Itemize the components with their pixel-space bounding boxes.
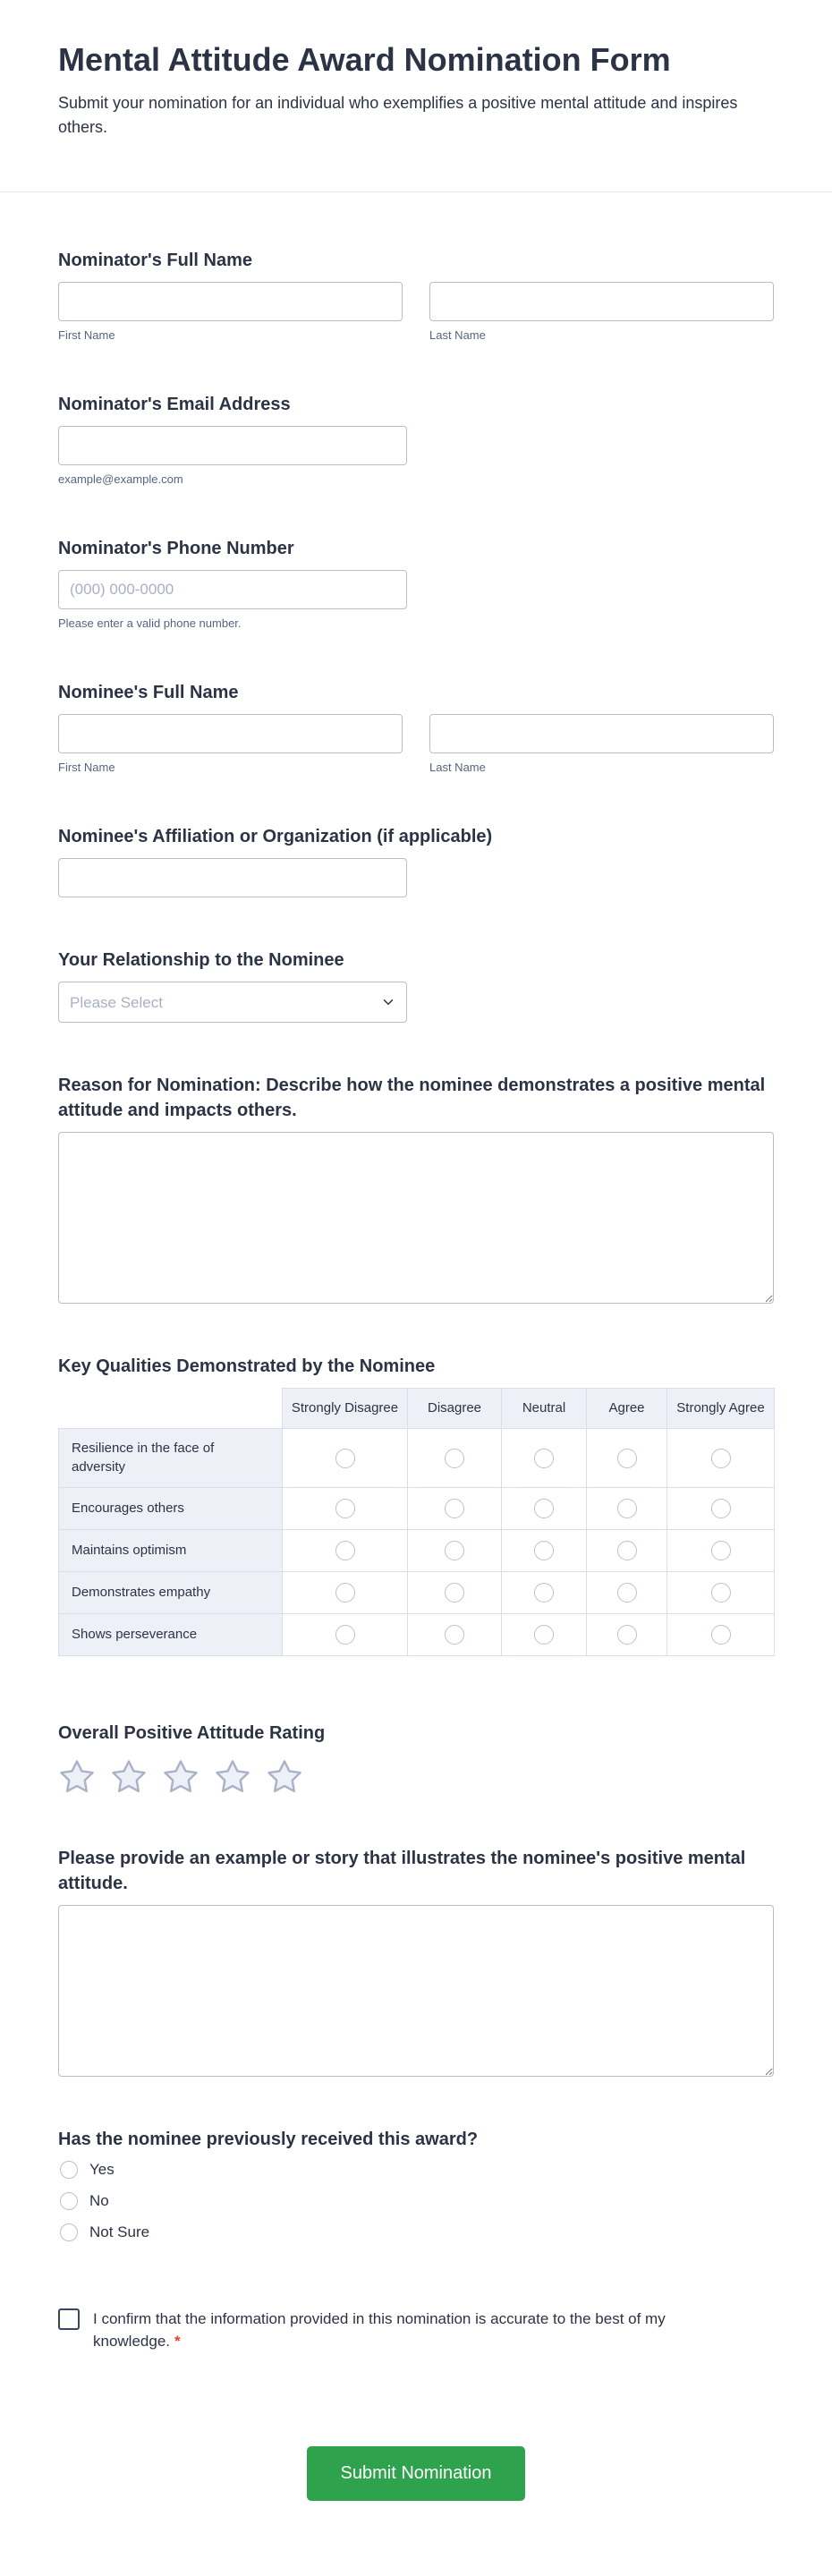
matrix-radio[interactable]: [335, 1583, 355, 1603]
page-title: Mental Attitude Award Nomination Form: [58, 41, 671, 78]
matrix-radio[interactable]: [534, 1449, 554, 1468]
submit-row: [58, 2446, 774, 2576]
matrix-column-header: Neutral: [502, 1389, 587, 1429]
matrix-row-label: Encourages others: [59, 1487, 283, 1529]
field-nominee-org: [58, 824, 774, 897]
field-nominator-email: [58, 392, 774, 486]
matrix-radio[interactable]: [711, 1499, 731, 1518]
story-textarea[interactable]: [58, 1905, 774, 2077]
nominee-org-input[interactable]: [58, 858, 407, 897]
story-label: Please provide an example or story that illustrates the nominee's positive mental attitude.: [58, 1848, 746, 1893]
matrix-radio[interactable]: [335, 1625, 355, 1645]
radio-option-label: Yes: [89, 2160, 115, 2178]
matrix-radio[interactable]: [445, 1541, 464, 1560]
field-previous-award: [58, 2127, 774, 2241]
rating-label: Overall Positive Attitude Rating: [58, 1722, 326, 1743]
radio-option-not-sure[interactable]: [60, 2223, 774, 2241]
matrix-radio[interactable]: [617, 1541, 637, 1560]
matrix-radio[interactable]: [711, 1541, 731, 1560]
matrix-corner-cell: [59, 1389, 283, 1429]
matrix-radio[interactable]: [445, 1583, 464, 1603]
matrix-column-header: Strongly Disagree: [283, 1389, 408, 1429]
matrix-column-header: Agree: [587, 1389, 667, 1429]
matrix-row: [59, 1571, 775, 1613]
nominee-first-name-sublabel: First Name: [58, 761, 115, 774]
field-nominator-phone: [58, 536, 774, 630]
matrix-radio[interactable]: [335, 1541, 355, 1560]
form-header: [0, 0, 832, 192]
relationship-select[interactable]: [58, 982, 407, 1023]
radio-icon[interactable]: [60, 2161, 78, 2179]
matrix-row: [59, 1429, 775, 1488]
matrix-table: [58, 1388, 775, 1656]
matrix-radio[interactable]: [617, 1449, 637, 1468]
matrix-radio[interactable]: [711, 1583, 731, 1603]
confirm-checkbox[interactable]: [58, 2308, 80, 2330]
nominator-last-name-input[interactable]: [429, 282, 774, 321]
matrix-row-label: Maintains optimism: [59, 1529, 283, 1571]
field-story: [58, 1846, 774, 2077]
radio-option-label: Not Sure: [89, 2223, 150, 2240]
nominator-email-label: Nominator's Email Address: [58, 395, 291, 414]
matrix-radio[interactable]: [711, 1625, 731, 1645]
matrix-radio[interactable]: [534, 1541, 554, 1560]
field-nominator-name: [58, 248, 774, 342]
field-reason: [58, 1073, 774, 1304]
star-rating: [58, 1758, 774, 1796]
reason-textarea[interactable]: [58, 1132, 774, 1304]
matrix-label: Key Qualities Demonstrated by the Nominee: [58, 1356, 436, 1376]
field-confirm: [58, 2308, 774, 2353]
nominator-phone-input[interactable]: [58, 570, 407, 609]
matrix-radio[interactable]: [534, 1625, 554, 1645]
radio-option-label: No: [89, 2191, 109, 2209]
radio-option-yes[interactable]: [60, 2161, 774, 2179]
nominator-phone-sublabel: Please enter a valid phone number.: [58, 616, 242, 630]
nominator-email-input[interactable]: [58, 426, 407, 465]
matrix-radio[interactable]: [617, 1625, 637, 1645]
matrix-radio[interactable]: [617, 1499, 637, 1518]
matrix-row-label: Shows perseverance: [59, 1613, 283, 1655]
matrix-row: [59, 1613, 775, 1655]
field-rating: [58, 1721, 774, 1796]
matrix-row: [59, 1529, 775, 1571]
star-icon[interactable]: [58, 1758, 96, 1796]
required-asterisk: *: [174, 2333, 181, 2351]
relationship-label: Your Relationship to the Nominee: [58, 950, 344, 970]
matrix-radio[interactable]: [534, 1499, 554, 1518]
nominator-email-sublabel: example@example.com: [58, 472, 183, 486]
nominee-last-name-sublabel: Last Name: [429, 761, 486, 774]
matrix-row-label: Resilience in the face of adversity: [59, 1429, 283, 1488]
nominator-last-name-sublabel: Last Name: [429, 328, 486, 342]
nominator-name-label: Nominator's Full Name: [58, 251, 253, 270]
matrix-radio[interactable]: [711, 1449, 731, 1468]
matrix-radio[interactable]: [617, 1583, 637, 1603]
star-icon[interactable]: [214, 1758, 251, 1796]
matrix-column-header: Strongly Agree: [667, 1389, 775, 1429]
radio-icon[interactable]: [60, 2192, 78, 2210]
nominator-first-name-input[interactable]: [58, 282, 403, 321]
field-matrix: [58, 1354, 774, 1656]
reason-label: Reason for Nomination: Describe how the nominee demonstrates a positive mental attitude and impacts others.: [58, 1075, 766, 1120]
submit-button[interactable]: Submit Nomination: [307, 2446, 526, 2501]
matrix-row: [59, 1487, 775, 1529]
matrix-radio[interactable]: [445, 1625, 464, 1645]
nominee-last-name-input[interactable]: [429, 714, 774, 753]
star-icon[interactable]: [266, 1758, 303, 1796]
matrix-radio[interactable]: [534, 1583, 554, 1603]
nominator-first-name-sublabel: First Name: [58, 328, 115, 342]
matrix-column-header: Disagree: [408, 1389, 502, 1429]
matrix-radio[interactable]: [445, 1499, 464, 1518]
field-relationship: [58, 948, 774, 1023]
matrix-row-label: Demonstrates empathy: [59, 1571, 283, 1613]
previous-award-label: Has the nominee previously received this award?: [58, 2129, 479, 2149]
nominee-name-label: Nominee's Full Name: [58, 683, 239, 702]
confirm-label: I confirm that the information provided in this nomination is accurate to the best of my knowledge. *: [93, 2309, 666, 2351]
nominee-first-name-input[interactable]: [58, 714, 403, 753]
form-body: [0, 192, 832, 2576]
form-subtitle: Submit your nomination for an individual who exemplifies a positive mental attitude and inspires others.: [58, 94, 738, 136]
radio-icon[interactable]: [60, 2223, 78, 2241]
matrix-radio[interactable]: [445, 1449, 464, 1468]
matrix-radio[interactable]: [335, 1499, 355, 1518]
nominator-phone-label: Nominator's Phone Number: [58, 539, 294, 558]
star-icon[interactable]: [110, 1758, 148, 1796]
star-icon[interactable]: [162, 1758, 200, 1796]
radio-option-no[interactable]: [60, 2192, 774, 2210]
matrix-radio[interactable]: [335, 1449, 355, 1468]
nominee-org-label: Nominee's Affiliation or Organization (if applicable): [58, 827, 493, 846]
field-nominee-name: [58, 680, 774, 774]
